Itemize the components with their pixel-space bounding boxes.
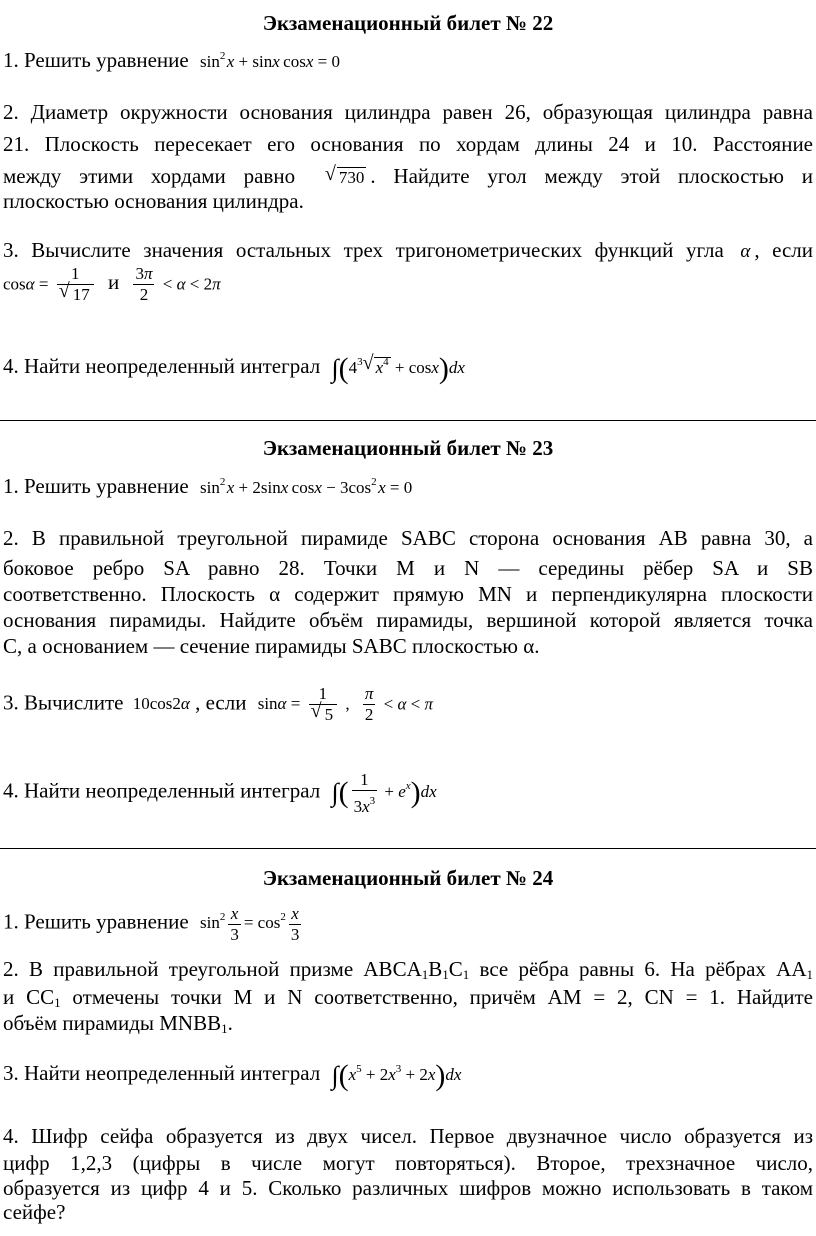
t22-q4-text: 4. Найти неопределенный интеграл (3, 354, 321, 378)
t24-sub-cc1: 1 (54, 995, 61, 1010)
t22-q2-l4: плоскостью основания цилиндра. (3, 189, 304, 213)
t24-question-1 (3, 904, 304, 945)
t22-alpha: α (740, 241, 751, 262)
t24-q2-l3a: объём пирамиды MNBB (3, 1011, 222, 1035)
t24-q2-l3b: . (227, 1011, 233, 1035)
t23-q1-text: 1. Решить уравнение (3, 474, 189, 498)
t22-q1-equation: $\sin^2$ x + sinx cosx = 0 (199, 50, 340, 71)
t22-cos-alpha: cosα = (3, 274, 49, 294)
t24-q4-l4: сейфе? (3, 1200, 66, 1224)
t22-q2-l2: 21. Плоскость пересекает его основания по хордам длины 24 и 10. Расстояние (3, 132, 813, 156)
t23-q2-l1: 2. В правильной треугольной пирамиде SABC сторона основания AB равна 30, а (3, 526, 813, 550)
t23-comma: , (345, 694, 350, 714)
t24-q2-l1c: C (448, 957, 463, 981)
t24-q2-l2b: отмечены точки M и N соответственно, причём AM = 2, CN = 1. Найдите (60, 985, 813, 1009)
t23-question-4 (3, 770, 437, 817)
t24-sub-c1: 1 (462, 967, 470, 982)
t23-q4-text: 4. Найти неопределенный интеграл (3, 778, 321, 803)
t22-inequality: < α < 2π (162, 274, 221, 294)
t23-10cos2a: 10cos2α (132, 694, 190, 714)
t24-sub-aa1: 1 (806, 967, 813, 982)
separator-1 (0, 420, 816, 421)
t23-question-3 (3, 684, 433, 725)
t24-sub-b1: 1 (442, 967, 449, 982)
t24-q2-l3 (3, 1007, 813, 1045)
t22-question-1 (3, 48, 340, 73)
t22-sqrt-730: √ 730 (325, 162, 367, 194)
t24-q3-text: 3. Найти неопределенный интеграл (3, 1061, 321, 1085)
t23-inequality: < α < π (383, 694, 434, 714)
t23-question-1 (3, 474, 412, 499)
t24-q4-l2: цифр 1,2,3 (цифры в числе могут повторяться). Второе, трехзначное число, (3, 1151, 813, 1175)
ticket-24-title: Экзаменационный билет № 24 (262, 866, 554, 890)
t24-q1-text: 1. Решить уравнение (3, 909, 189, 934)
t24-q2-l1d: все рёбра равны 6. На рёбрах AA (469, 957, 807, 981)
t24-q2-l2a: и CC (3, 985, 55, 1009)
t24-q4-l1: 4. Шифр сейфа образуется из двух чисел. Первое двузначное число образуется из (3, 1124, 813, 1148)
t22-q2-l3b: . Найдите угол между этой плоскостью и (370, 164, 813, 188)
t22-frac-1-sqrt17: 1 √ 17 (57, 264, 94, 305)
t24-question-3 (3, 1059, 461, 1093)
t23-frac-1-sqrt5: 1 √ 5 (309, 684, 338, 725)
t24-q1-equation: $\sin^2$ $\frac{x}{3}$ = $\cos^2$ $\frac{x}{3}$ (199, 904, 300, 944)
t23-q3a: 3. Вычислите (3, 690, 124, 715)
t23-q2-l3: соответственно. Плоскость α содержит прямую MN и перпендикулярна плоскости (3, 582, 813, 606)
t22-q3-l1b: , если (754, 238, 813, 262)
t22-q3-l1a: 3. Вычислите значения остальных трех тригонометрических функций угла (3, 238, 724, 262)
t23-q2-l2: боковое ребро SA равно 28. Точки M и N — середины рёбер SA и SB (3, 556, 813, 580)
t24-q2-l1a: 2. В правильной треугольной призме ABCA (3, 957, 422, 981)
ticket-23-title: Экзаменационный билет № 23 (262, 436, 554, 460)
t24-integral: $\int(x^5 + 2x^3 + 2x)dx$ (331, 1059, 462, 1092)
t23-q1-equation: $\sin^2$ x + 2sinx $\cos x - 3\cos^2$ x = 0 (199, 476, 413, 497)
t22-q1-text: 1. Решить уравнение (3, 48, 189, 72)
t24-sub-a1: 1 (421, 967, 429, 982)
separator-2 (0, 848, 816, 849)
t24-q4-l3: образуется из цифр 4 и 5. Сколько различных шифров можно использовать в таком (3, 1176, 813, 1200)
t23-sin-alpha: sinα = (257, 694, 301, 714)
t22-frac-3pi-2: $\frac{3\pi}{2}$ (135, 264, 153, 304)
t23-integral: ∫( $\frac{1}{3x^3}$ + $e^x)dx$ (331, 770, 437, 816)
t22-and: и (107, 270, 120, 295)
t22-question-4 (3, 352, 465, 386)
ticket-22-title: Экзаменационный билет № 22 (262, 11, 554, 35)
t22-integral: $\int(4^3√$ $x^4 + \cos x)dx$ (331, 358, 465, 377)
t23-q3b: , если (195, 690, 247, 715)
t22-q3-l2 (3, 264, 221, 305)
t23-q2-l4: основания пирамиды. Найдите объём пирамиды, вершиной которой является точка (3, 608, 813, 632)
t23-frac-pi-2: $\frac{\pi}{2}$ (364, 684, 374, 724)
t22-q2-l1: 2. Диаметр окружности основания цилиндра равен 26, образующая цилиндра равна (3, 100, 813, 124)
t24-q2-l1b: B (428, 957, 443, 981)
t22-q2-l3a: между этими хордами равно (3, 164, 296, 188)
t24-sub-bb1: 1 (221, 1021, 228, 1036)
t23-q2-l5: C, а основанием — сечение пирамиды SABC плоскостью α. (3, 634, 540, 658)
